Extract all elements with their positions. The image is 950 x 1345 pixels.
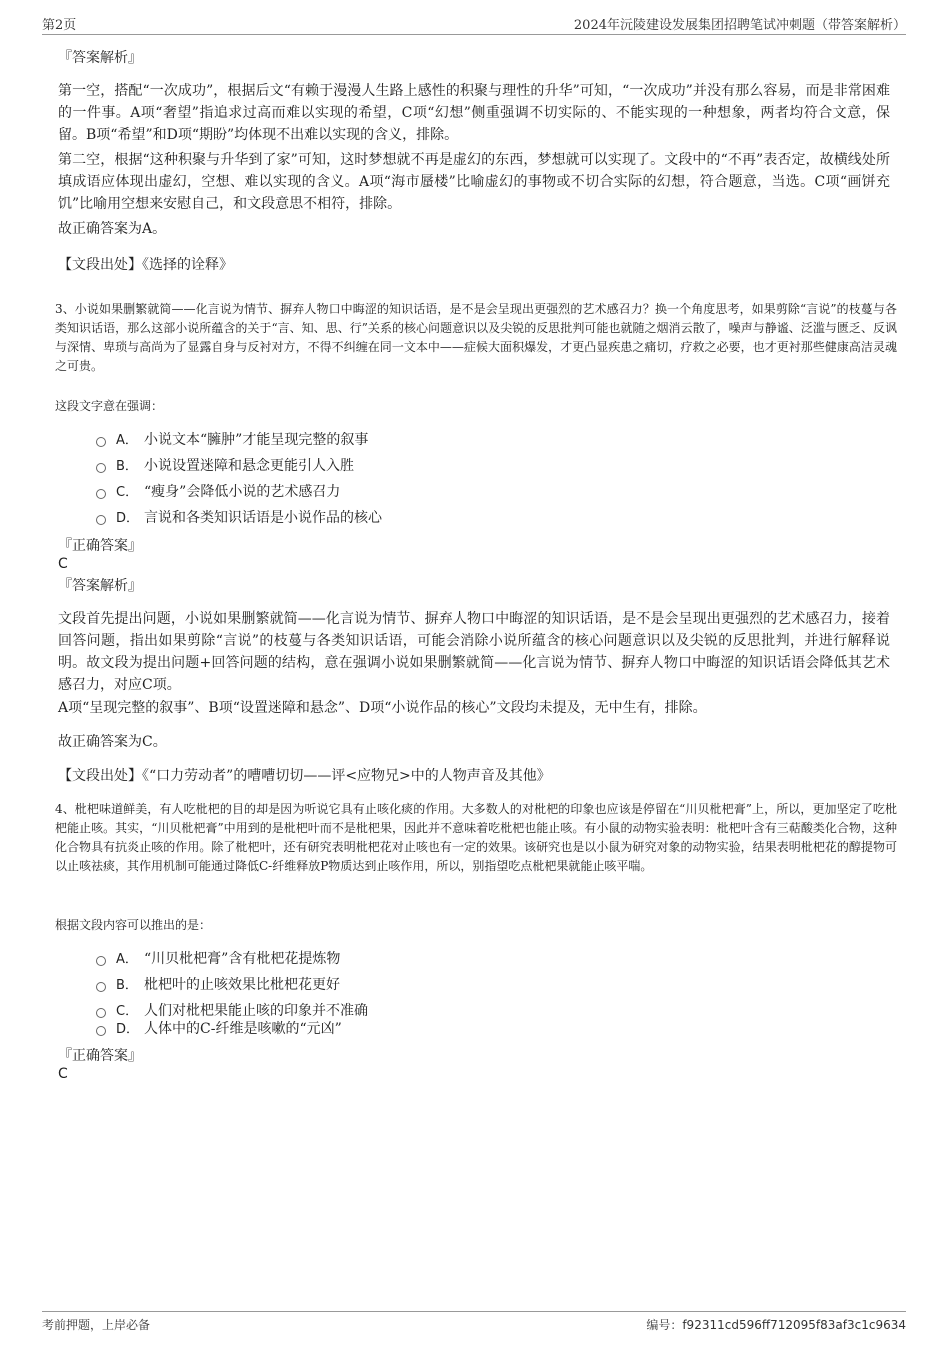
answer-tag: 『正确答案』 [58, 538, 142, 554]
question-prompt: 根据文段内容可以推出的是： [55, 918, 212, 932]
option-a[interactable] [96, 949, 340, 969]
option-text: 人体中的C-纤维是咳嗽的“元凶” [144, 1021, 342, 1037]
option-d[interactable] [96, 508, 382, 528]
analysis-paragraph: 第一空，搭配“一次成功”，根据后文“有赖于漫漫人生路上感性的积聚与理性的升华”可知，“一次成功”并没有那么容易，而是非常困难的一件事。A项“奢望”指追求过高而难以实现的希望，C项“幻想”侧重强调不切实际的、不能实现的一种想象，两者均符合文意，保留。B项“希望”和D项“期盼”均体现不出难以实现的含义，排除。 [58, 83, 890, 143]
option-text: 小说文本“臃肿”才能呈现完整的叙事 [144, 432, 369, 448]
option-text: 小说设置迷障和悬念更能引人入胜 [144, 458, 354, 474]
option-letter: A． [116, 952, 138, 967]
option-d[interactable] [96, 1019, 342, 1039]
radio-icon[interactable] [96, 956, 106, 966]
option-text: “瘦身”会降低小说的艺术感召力 [144, 484, 341, 500]
option-b[interactable] [96, 456, 354, 476]
radio-icon[interactable] [96, 463, 106, 473]
passage-source: 【文段出处】《选择的诠释》 [58, 257, 233, 273]
option-c[interactable] [96, 1001, 368, 1021]
option-text: “川贝枇杷膏”含有枇杷花提炼物 [144, 951, 341, 967]
option-letter: D． [116, 511, 140, 526]
radio-icon[interactable] [96, 1026, 106, 1036]
answer-conclusion: 故正确答案为A。 [58, 221, 167, 237]
question-stem: 4、枇杷味道鲜美，有人吃枇杷的目的却是因为听说它具有止咳化痰的作用。大多数人的对枇杷的印象也应该是停留在“川贝枇杷膏”上，所以，更加坚定了吃枇杷能止咳。其实，“川贝枇杷膏”中用到的是枇杷叶而不是枇杷果，因此并不意味着吃枇杷也能止咳。有小鼠的动物实验表明：枇杷叶含有三萜酸类化合物，这种化合物具有抗炎止咳的作用。除了枇杷叶，还有研究表明枇杷花对止咳也有一定的效果。该研究也是以小鼠为研究对象的动物实验，结果表明枇杷花的醇提物可以止咳祛痰，其作用机制可能通过降低C-纤维释放P物质达到止咳作用，所以，别指望吃点枇杷果就能止咳平喘。 [55, 802, 897, 873]
analysis-tag: 『答案解析』 [58, 50, 142, 66]
radio-icon[interactable] [96, 437, 106, 447]
radio-icon[interactable] [96, 982, 106, 992]
passage-source: 【文段出处】《“口力劳动者”的嘈嘈切切——评<应物兄>中的人物声音及其他》 [58, 768, 551, 784]
analysis-paragraph: 文段首先提出问题，小说如果删繁就简——化言说为情节、摒弃人物口中晦涩的知识话语，是不是会呈现出更强烈的艺术感召力，接着回答问题，指出如果剪除“言说”的枝蔓与各类知识话语，可能会消除小说所蕴含的核心问题意识以及尖锐的反思批判，并进行解释说明。故文段为提出问题+回答问题的结构，意在强调小说如果删繁就简——化言说为情节、摒弃人物口中晦涩的知识话语会降低其艺术感召力，对应C项。 [58, 611, 890, 693]
radio-icon[interactable] [96, 515, 106, 525]
document-id: 编号：f92311cd596ff712095f83af3c1c9634 [646, 1318, 906, 1332]
option-letter: B． [116, 978, 138, 993]
page-footer [42, 1311, 906, 1336]
option-text: 枇杷叶的止咳效果比枇杷花更好 [144, 977, 340, 993]
option-text: 言说和各类知识话语是小说作品的核心 [144, 510, 382, 526]
option-letter: D． [116, 1022, 140, 1037]
analysis-paragraph: A项“呈现完整的叙事”、B项“设置迷障和悬念”、D项“小说作品的核心”文段均未提及，无中生有，排除。 [58, 700, 707, 716]
question-prompt: 这段文字意在强调： [55, 399, 164, 413]
option-letter: C． [116, 1004, 139, 1019]
radio-icon[interactable] [96, 489, 106, 499]
option-letter: C． [116, 485, 139, 500]
option-a[interactable] [96, 430, 368, 450]
option-letter: A． [116, 433, 138, 448]
option-b[interactable] [96, 975, 340, 995]
page-number: 第2页 [42, 18, 77, 33]
question-stem: 3、小说如果删繁就简——化言说为情节、摒弃人物口中晦涩的知识话语，是不是会呈现出更强烈的艺术感召力？换一个角度思考，如果剪除“言说”的枝蔓与各类知识话语，那么这部小说所蕴含的关于“言、知、思、行”关系的核心问题意识以及尖锐的反思批判可能也就随之烟消云散了，噪声与静谧、泛滥与匮乏、反讽与深情、卑琐与高尚为了显露自身与反衬对方，不得不纠缠在同一文本中——症候大面积爆发，才更凸显疾患之痛切，疗救之必要，也才更衬那些健康高洁灵魂之可贵。 [55, 302, 897, 373]
answer-tag: 『正确答案』 [58, 1048, 142, 1064]
option-c[interactable] [96, 482, 340, 502]
footer-slogan: 考前押题，上岸必备 [42, 1318, 151, 1332]
analysis-paragraph: 第二空，根据“这种积聚与升华到了家”可知，这时梦想就不再是虚幻的东西，梦想就可以实现了。文段中的“不再”表否定，故横线处所填成语应体现出虚幻，空想、难以实现的含义。A项“海市蜃楼”比喻虚幻的事物或不切合实际的幻想，符合题意，当选。C项“画饼充饥”比喻用空想来安慰自己，和文段意思不相符，排除。 [58, 152, 890, 212]
radio-icon[interactable] [96, 1008, 106, 1018]
document-title: 2024年沅陵建设发展集团招聘笔试冲刺题（带答案解析） [573, 18, 906, 33]
answer-conclusion: 故正确答案为C。 [58, 734, 167, 750]
correct-answer: C [58, 1066, 68, 1082]
correct-answer: C [58, 556, 68, 572]
analysis-tag: 『答案解析』 [58, 578, 142, 594]
option-text: 人们对枇杷果能止咳的印象并不准确 [144, 1003, 368, 1019]
page-header [42, 14, 906, 35]
option-letter: B． [116, 459, 138, 474]
